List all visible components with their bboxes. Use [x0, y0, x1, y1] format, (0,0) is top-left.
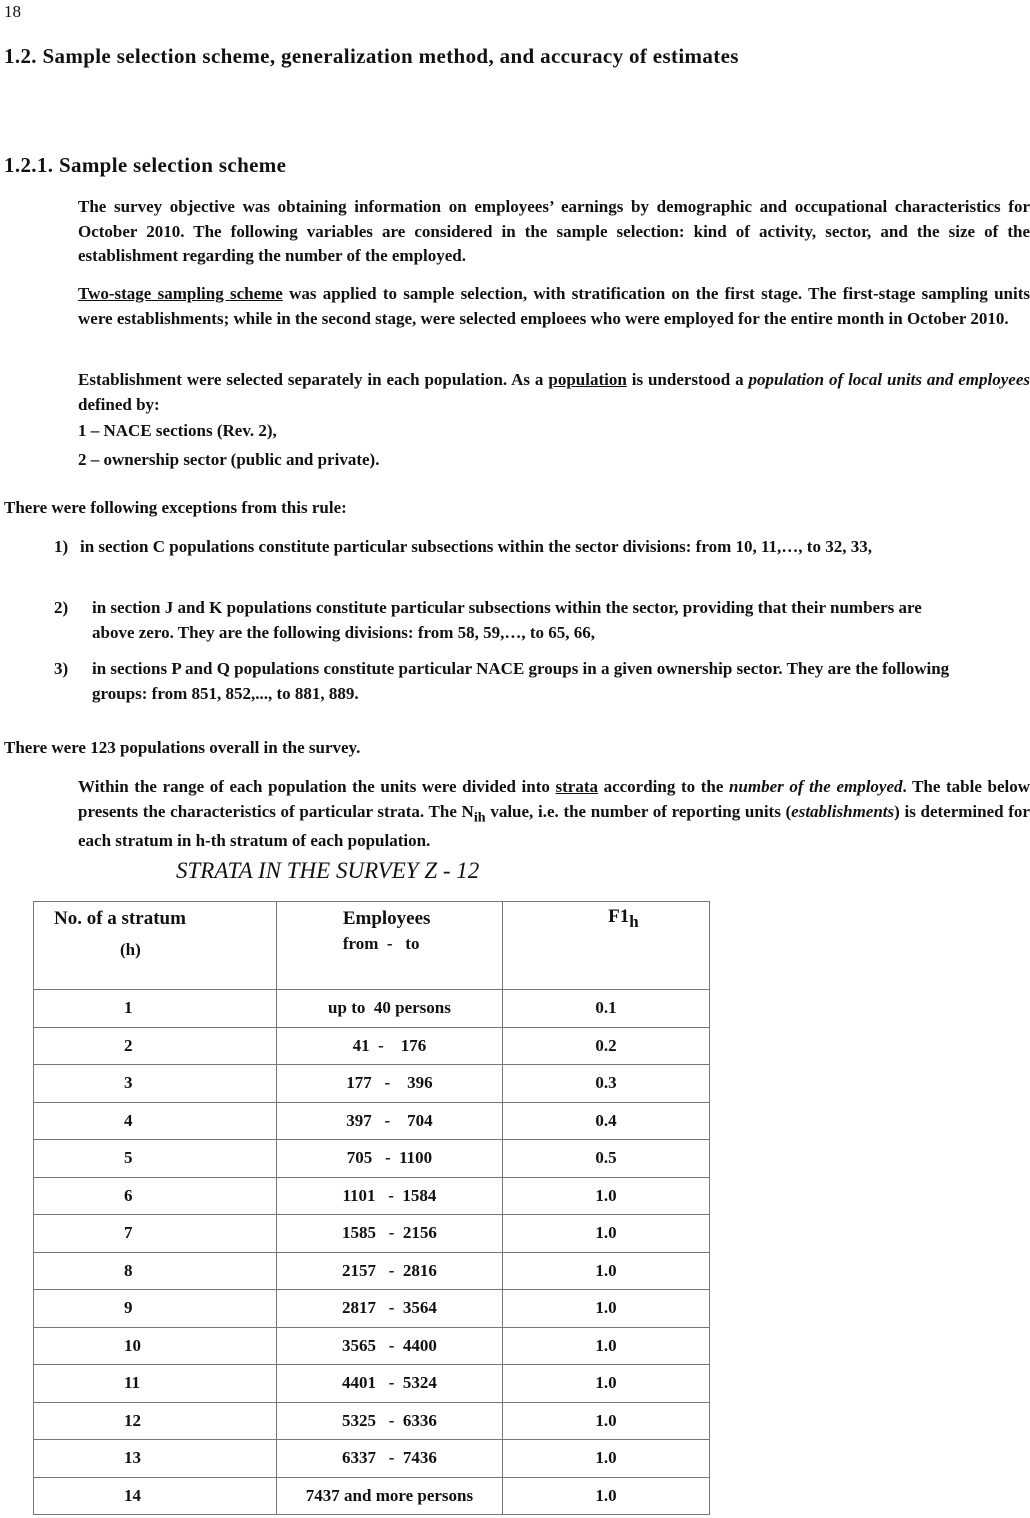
cell-f1-value: 0.5 — [503, 1140, 710, 1178]
cell-stratum-number: 13 — [34, 1440, 277, 1478]
paragraph-sampling-scheme: Two-stage sampling scheme was applied to sample selection, with stratification on the first stage. The first-stage sampling units were establishments; while in the second stage, were selected emploees who were employed for the entire month in October 2010. — [78, 284, 1030, 328]
section-title: 1.2. Sample selection scheme, generalization method, and accuracy of estimates — [4, 44, 739, 68]
definition-item-2: 2 – ownership sector (public and private). — [78, 450, 380, 469]
cell-f1-value: 1.0 — [503, 1365, 710, 1403]
populations-total: There were 123 populations overall in the survey. — [4, 738, 361, 757]
definition-item-1: 1 – NACE sections (Rev. 2), — [78, 421, 277, 440]
table-row — [34, 1065, 710, 1103]
cell-employees-range: 1101 - 1584 — [276, 1177, 502, 1215]
cell-f1-value: 0.3 — [503, 1065, 710, 1103]
cell-employees-range: 7437 and more persons — [276, 1477, 502, 1515]
cell-stratum-number: 4 — [34, 1102, 277, 1140]
cell-f1-value: 1.0 — [503, 1440, 710, 1478]
term-two-stage: Two-stage sampling scheme — [78, 284, 283, 303]
cell-stratum-number: 10 — [34, 1327, 277, 1365]
table-row — [34, 1365, 710, 1403]
cell-stratum-number: 6 — [34, 1177, 277, 1215]
term-population: population — [548, 370, 627, 389]
table-body — [34, 990, 710, 1515]
cell-stratum-number: 9 — [34, 1290, 277, 1328]
cell-f1-value: 0.4 — [503, 1102, 710, 1140]
table-row — [34, 1477, 710, 1515]
cell-stratum-number: 14 — [34, 1477, 277, 1515]
cell-stratum-number: 11 — [34, 1365, 277, 1403]
cell-employees-range: 5325 - 6336 — [276, 1402, 502, 1440]
table-row — [34, 1402, 710, 1440]
cell-f1-value: 1.0 — [503, 1477, 710, 1515]
cell-employees-range: 1585 - 2156 — [276, 1215, 502, 1253]
exception-item-2: 2) in section J and K populations constitute particular subsections within the sector, providing that their numbers are above zero. They are the following divisions: from 58, 59,…, to 65, 66, — [54, 598, 922, 642]
exception-item-3: 3) in sections P and Q populations constitute particular NACE groups in a given ownership sector. They are the following groups: from 851, 852,..., to 881, 889. — [54, 659, 950, 703]
table-row — [34, 1140, 710, 1178]
cell-f1-value: 1.0 — [503, 1290, 710, 1328]
cell-f1-value: 1.0 — [503, 1177, 710, 1215]
cell-employees-range: up to 40 persons — [276, 990, 502, 1028]
cell-f1-value: 1.0 — [503, 1402, 710, 1440]
col-header-employees: Employees from - to — [276, 902, 502, 990]
cell-f1-value: 0.2 — [503, 1027, 710, 1065]
subsection-title: 1.2.1. Sample selection scheme — [4, 153, 287, 177]
col-header-stratum: No. of a stratum (h) — [34, 902, 277, 990]
cell-employees-range: 177 - 396 — [276, 1065, 502, 1103]
exception-item-1: 1) in section C populations constitute particular subsections within the sector divisions: from 10, 11,…, to 32, 33, — [54, 537, 872, 556]
table-row — [34, 1027, 710, 1065]
strata-table — [33, 901, 710, 1515]
cell-stratum-number: 8 — [34, 1252, 277, 1290]
cell-stratum-number: 12 — [34, 1402, 277, 1440]
table-row — [34, 990, 710, 1028]
table-row — [34, 1215, 710, 1253]
cell-stratum-number: 1 — [34, 990, 277, 1028]
table-row — [34, 1252, 710, 1290]
cell-employees-range: 3565 - 4400 — [276, 1327, 502, 1365]
cell-f1-value: 1.0 — [503, 1252, 710, 1290]
page-number: 18 — [4, 2, 21, 21]
cell-employees-range: 4401 - 5324 — [276, 1365, 502, 1403]
table-row — [34, 1177, 710, 1215]
cell-stratum-number: 2 — [34, 1027, 277, 1065]
cell-employees-range: 2817 - 3564 — [276, 1290, 502, 1328]
cell-employees-range: 705 - 1100 — [276, 1140, 502, 1178]
exceptions-intro: There were following exceptions from this rule: — [4, 498, 347, 517]
paragraph-population-definition: Establishment were selected separately in each population. As a population is understood a population of local units and employees defined by: — [78, 370, 1030, 414]
cell-f1-value: 0.1 — [503, 990, 710, 1028]
table-title: STRATA IN THE SURVEY Z - 12 — [176, 858, 480, 883]
term-strata: strata — [555, 777, 598, 796]
cell-f1-value: 1.0 — [503, 1327, 710, 1365]
paragraph-strata: Within the range of each population the units were divided into strata according to the number of the employed. The table below presents the characteristics of particular strata. The $N_{ih}$ value, i.e. the number of reporting units (establishments) is determined for each stratum in h-th stratum of each population. — [78, 777, 1030, 851]
cell-employees-range: 41 - 176 — [276, 1027, 502, 1065]
col-header-f1: $F1_h$ — [503, 902, 710, 990]
paragraph-objective: The survey objective was obtaining information on employees’ earnings by demographic and occupational characteristics for October 2010. The following variables are considered in the sample selection: kind of activity, sector, and the size of the establishment regarding the number of the employed. — [78, 197, 1030, 265]
cell-stratum-number: 7 — [34, 1215, 277, 1253]
cell-employees-range: 397 - 704 — [276, 1102, 502, 1140]
cell-stratum-number: 5 — [34, 1140, 277, 1178]
table-header-row — [34, 902, 710, 990]
cell-employees-range: 2157 - 2816 — [276, 1252, 502, 1290]
cell-employees-range: 6337 - 7436 — [276, 1440, 502, 1478]
table-row — [34, 1290, 710, 1328]
table-row — [34, 1327, 710, 1365]
table-row — [34, 1102, 710, 1140]
cell-stratum-number: 3 — [34, 1065, 277, 1103]
cell-f1-value: 1.0 — [503, 1215, 710, 1253]
table-row — [34, 1440, 710, 1478]
